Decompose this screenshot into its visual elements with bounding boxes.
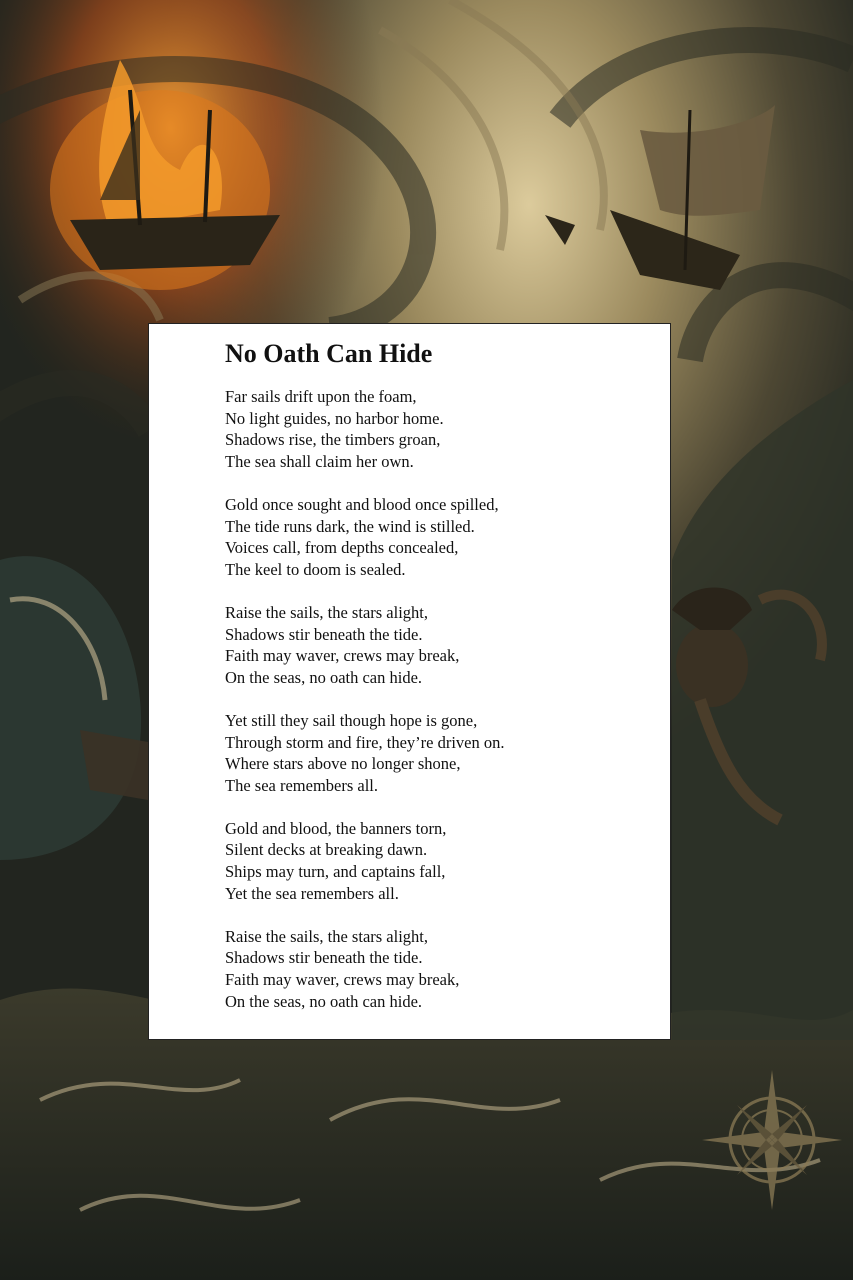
poem-line: Yet the sea remembers all. [225, 883, 399, 903]
poem-line: Where stars above no longer shone, [225, 754, 461, 774]
poem-line: Yet still they sail though hope is gone, [225, 710, 478, 730]
stanza [225, 818, 505, 904]
poem-line: Far sails drift upon the foam, [225, 387, 417, 406]
poem-title: No Oath Can Hide [225, 339, 433, 368]
poem-line: Raise the sails, the stars alight, [225, 602, 429, 622]
poem-line: Silent decks at breaking dawn. [225, 840, 428, 860]
poem-line: On the seas, no oath can hide. [225, 667, 423, 687]
poem-line: Through storm and fire, they’re driven on. [225, 732, 505, 752]
poem-line: Voices call, from depths concealed, [225, 538, 459, 558]
poem-line: Shadows rise, the timbers groan, [225, 430, 441, 450]
poem-line: Faith may waver, crews may break, [225, 646, 460, 666]
poem-line: Gold and blood, the banners torn, [225, 818, 447, 838]
stanza-chorus [225, 602, 505, 688]
stanza [225, 386, 505, 472]
stanza-chorus [225, 926, 505, 1012]
poem-line: Faith may waver, crews may break, [225, 970, 460, 990]
poem-line: The tide runs dark, the wind is stilled. [225, 516, 475, 536]
poem-line: Gold once sought and blood once spilled, [225, 494, 499, 514]
poem-line: Shadows stir beneath the tide. [225, 624, 423, 644]
poem-line: No light guides, no harbor home. [225, 408, 444, 428]
poem-line: Raise the sails, the stars alight, [225, 926, 429, 946]
poem-line: The sea remembers all. [225, 775, 379, 795]
poem-card [148, 323, 671, 1040]
poem-line: The keel to doom is sealed. [225, 559, 406, 579]
poem-body [225, 386, 505, 1012]
poem-line: The sea shall claim her own. [225, 451, 414, 471]
poem-line: On the seas, no oath can hide. [225, 991, 423, 1011]
stanza [225, 710, 505, 796]
shipwreck-icon [80, 730, 148, 800]
poem-line: Ships may turn, and captains fall, [225, 862, 446, 882]
poem-line: Shadows stir beneath the tide. [225, 948, 423, 968]
stanza [225, 494, 505, 580]
